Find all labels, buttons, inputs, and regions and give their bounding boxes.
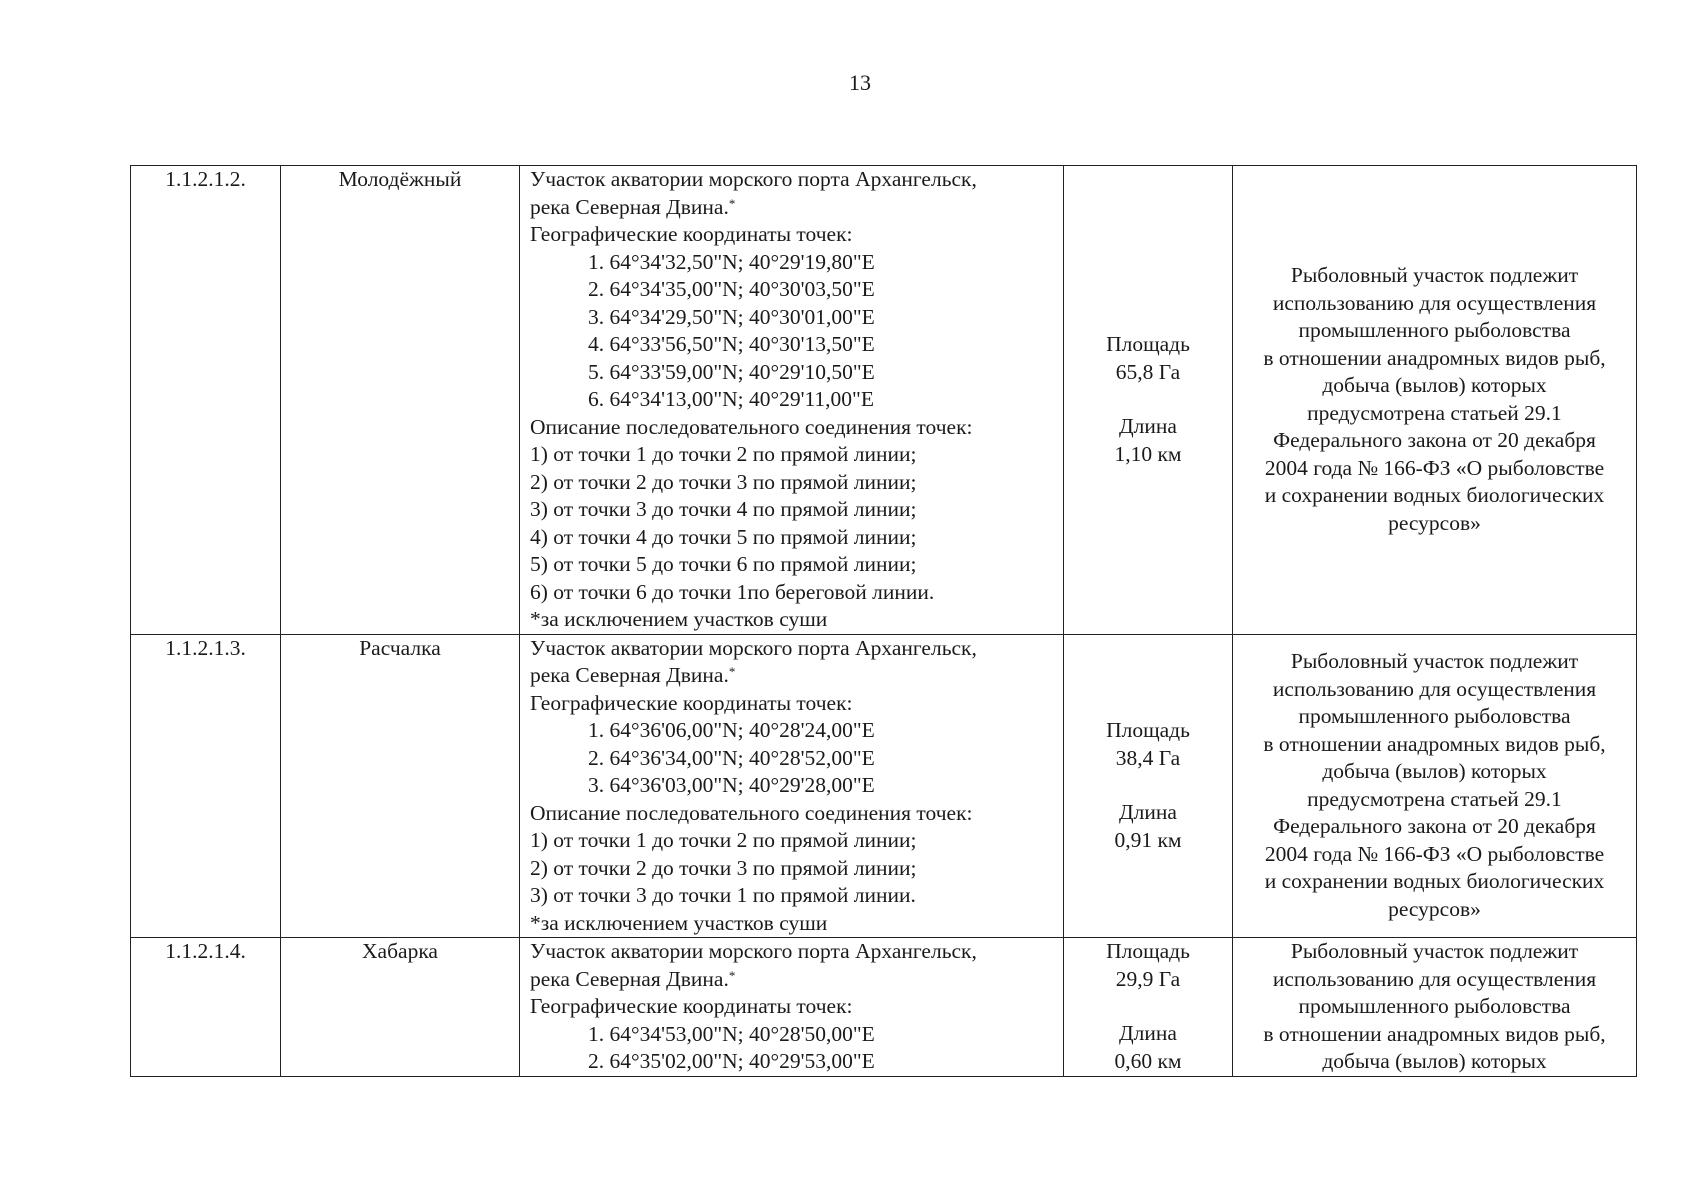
coord-item: 5. 64°33'59,00"N; 40°29'10,50"E	[588, 359, 875, 384]
note-line: промышленного рыболовства	[1298, 704, 1571, 729]
row-number: 1.1.2.1.3.	[131, 634, 281, 938]
usage-note	[1233, 166, 1637, 635]
area-size	[1064, 938, 1233, 1077]
note-line: предусмотрена статьей 29.1	[1307, 786, 1562, 811]
footnote: *за исключением участков суши	[530, 910, 828, 935]
description-line: река Северная Двина.	[530, 663, 729, 687]
note-line: добыча (вылов) которых	[1322, 759, 1547, 784]
area-description	[520, 634, 1064, 938]
note-line: добыча (вылов) которых	[1322, 373, 1547, 398]
usage-note	[1233, 634, 1637, 938]
connection-item: 2) от точки 2 до точки 3 по прямой линии;	[530, 855, 917, 880]
area-value: 65,8 Га	[1115, 359, 1181, 384]
length-value: 0,60 км	[1114, 1048, 1182, 1073]
connection-item: 5) от точки 5 до точки 6 по прямой линии;	[530, 552, 917, 576]
note-line: использованию для осуществления	[1272, 676, 1597, 701]
coord-item: 6. 64°34'13,00"N; 40°29'11,00"E	[588, 387, 874, 411]
footnote: *за исключением участков суши	[530, 607, 828, 631]
note-line: и сохранении водных биологических	[1264, 869, 1605, 894]
length-label: Длина	[1119, 414, 1177, 439]
connection-item: 6) от точки 6 до точки 1по береговой линии.	[530, 579, 935, 604]
coords-header: Географические координаты точек:	[530, 690, 853, 715]
footnote-marker: *	[728, 664, 736, 679]
connection-item: 2) от точки 2 до точки 3 по прямой линии;	[530, 469, 917, 494]
coord-item: 4. 64°33'56,50"N; 40°30'13,50"E	[588, 332, 875, 356]
area-description	[520, 938, 1064, 1077]
coords-header: Географические координаты точек:	[530, 994, 853, 1018]
connection-item: 1) от точки 1 до точки 2 по прямой линии;	[530, 828, 917, 852]
table-row	[131, 634, 1637, 938]
usage-note	[1233, 938, 1637, 1077]
coords-header: Географические координаты точек:	[530, 222, 853, 246]
page-number: 13	[849, 70, 871, 95]
note-line: в отношении анадромных видов рыб,	[1263, 345, 1606, 370]
note-line: 2004 года № 166-ФЗ «О рыболовстве	[1264, 841, 1605, 866]
connection-header: Описание последовательного соединения точек:	[530, 800, 973, 825]
length-label: Длина	[1119, 1021, 1177, 1045]
connection-item: 3) от точки 3 до точки 1 по прямой линии.	[530, 883, 916, 907]
coords-list	[530, 1021, 1059, 1076]
connection-item: 1) от точки 1 до точки 2 по прямой линии;	[530, 442, 917, 466]
area-value: 38,4 Га	[1115, 745, 1181, 770]
note-line: ресурсов»	[1388, 510, 1481, 535]
fishing-areas-table	[130, 165, 1637, 1077]
connection-header: Описание последовательного соединения точек:	[530, 414, 973, 439]
description-line: Участок акватории морского порта Архангельск,	[530, 167, 977, 191]
coord-item: 2. 64°35'02,00"N; 40°29'53,00"E	[588, 1049, 875, 1073]
coord-item: 1. 64°34'53,00"N; 40°28'50,00"E	[588, 1021, 875, 1046]
coord-item: 2. 64°36'34,00"N; 40°28'52,00"E	[588, 745, 875, 770]
row-number: 1.1.2.1.2.	[131, 166, 281, 635]
area-name: Молодёжный	[281, 166, 520, 635]
table-row	[131, 166, 1637, 635]
note-line: использованию для осуществления	[1272, 966, 1597, 991]
description-line: Участок акватории морского порта Архангельск,	[530, 939, 977, 963]
area-description	[520, 166, 1064, 635]
area-name: Хабарка	[281, 938, 520, 1077]
note-line: в отношении анадромных видов рыб,	[1263, 1021, 1606, 1046]
note-line: ресурсов»	[1388, 896, 1481, 921]
row-number: 1.1.2.1.4.	[131, 938, 281, 1077]
length-label: Длина	[1119, 800, 1177, 825]
description-line: Участок акватории морского порта Архангельск,	[530, 635, 977, 660]
connection-item: 3) от точки 3 до точки 4 по прямой линии;	[530, 497, 917, 521]
description-line: река Северная Двина.	[530, 966, 729, 991]
note-line: 2004 года № 166-ФЗ «О рыболовстве	[1264, 455, 1605, 480]
length-value: 1,10 км	[1114, 441, 1182, 466]
coord-item: 3. 64°34'29,50"N; 40°30'01,00"E	[588, 304, 875, 329]
note-line: предусмотрена статьей 29.1	[1307, 400, 1562, 425]
connection-item: 4) от точки 4 до точки 5 по прямой линии;	[530, 524, 917, 549]
coord-item: 1. 64°34'32,50"N; 40°29'19,80"E	[588, 249, 875, 274]
note-line: Рыболовный участок подлежит	[1290, 649, 1579, 674]
area-size	[1064, 166, 1233, 635]
note-line: и сохранении водных биологических	[1264, 483, 1605, 508]
area-size	[1064, 634, 1233, 938]
coord-item: 1. 64°36'06,00"N; 40°28'24,00"E	[588, 718, 875, 742]
description-line: река Северная Двина.	[530, 194, 729, 219]
area-label: Площадь	[1106, 718, 1190, 743]
note-line: Федерального закона от 20 декабря	[1273, 814, 1596, 839]
area-name: Расчалка	[281, 634, 520, 938]
length-value: 0,91 км	[1114, 827, 1182, 852]
coords-list	[530, 249, 1059, 414]
area-value: 29,9 Га	[1115, 966, 1181, 991]
coord-item: 2. 64°34'35,00"N; 40°30'03,50"E	[588, 277, 875, 301]
area-label: Площадь	[1106, 939, 1190, 963]
footnote-marker: *	[728, 195, 736, 211]
coords-list	[530, 717, 1059, 800]
note-line: использованию для осуществления	[1272, 290, 1597, 315]
area-label: Площадь	[1106, 332, 1190, 357]
note-line: Рыболовный участок подлежит	[1290, 939, 1579, 963]
note-line: промышленного рыболовства	[1298, 994, 1571, 1018]
table-row	[131, 938, 1637, 1077]
note-line: добыча (вылов) которых	[1322, 1049, 1547, 1073]
note-line: Федерального закона от 20 декабря	[1273, 428, 1596, 453]
footnote-marker: *	[728, 967, 736, 983]
note-line: в отношении анадромных видов рыб,	[1263, 731, 1606, 756]
note-line: промышленного рыболовства	[1298, 318, 1571, 343]
note-line: Рыболовный участок подлежит	[1290, 263, 1579, 288]
coord-item: 3. 64°36'03,00"N; 40°29'28,00"E	[588, 773, 875, 797]
